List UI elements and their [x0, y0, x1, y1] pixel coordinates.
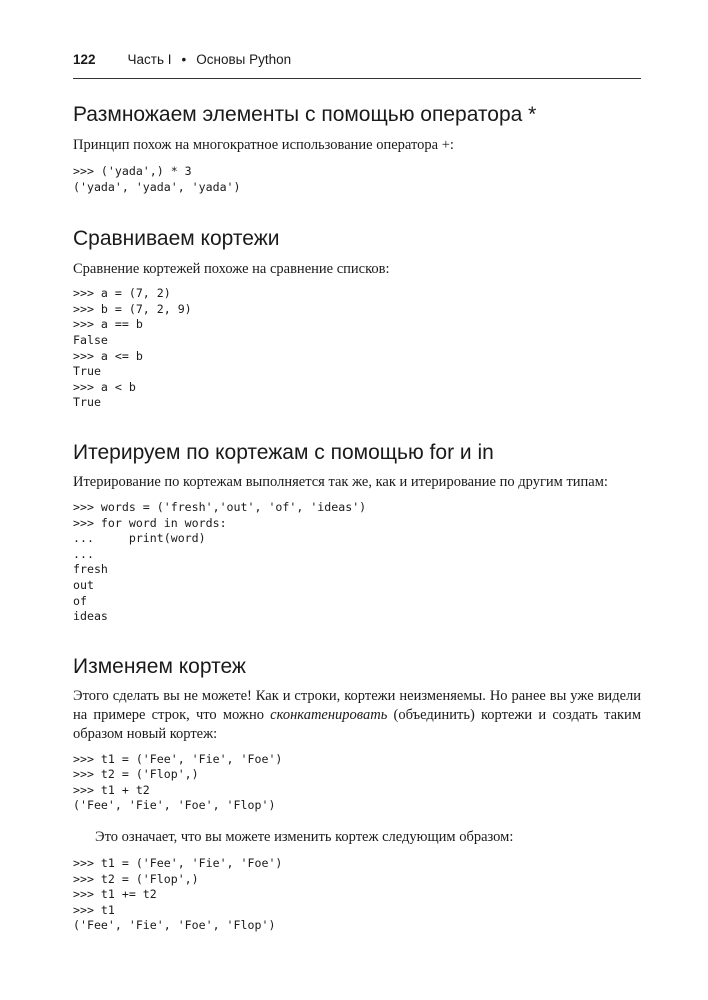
chapter-label: Основы Python — [196, 52, 292, 67]
code-block: >>> t1 = ('Fee', 'Fie', 'Foe') >>> t2 = ('Flop',) >>> t1 += t2 >>> t1 ('Fee', 'Fie', 'Foe', 'Flop') — [73, 856, 283, 933]
section-paragraph: Это означает, что вы можете изменить кортеж следующим образом: — [95, 829, 514, 846]
section-paragraph: Принцип похож на многократное использование оператора +: — [73, 137, 454, 153]
code-block: >>> t1 = ('Fee', 'Fie', 'Foe') >>> t2 = ('Flop',) >>> t1 + t2 ('Fee', 'Fie', 'Foe', 'Flop') — [73, 751, 283, 813]
code-block: >>> a = (7, 2) >>> b = (7, 2, 9) >>> a == b False >>> a <= b True >>> a < b True — [73, 286, 192, 410]
section-paragraph — [73, 687, 641, 744]
running-header — [73, 52, 641, 79]
page-number: 122 — [73, 52, 96, 67]
code-block: >>> words = ('fresh','out', 'of', 'ideas') >>> for word in words: ... print(word) ... fresh out of ideas — [73, 499, 367, 624]
header-separator: • — [181, 52, 187, 67]
part-label: Часть I — [127, 52, 172, 67]
paragraph-text: (объединить) кортежи и создать таким образом новый кортеж: — [73, 706, 641, 742]
section-paragraph: Итерирование по кортежам выполняется так же, как и итерирование по другим типам: — [73, 473, 608, 490]
code-block: >>> ('yada',) * 3 ('yada', 'yada', 'yada') — [73, 164, 241, 194]
emphasized-term: сконкатенировать — [270, 706, 388, 723]
section-paragraph: Сравнение кортежей похоже на сравнение списков: — [73, 261, 390, 278]
section-heading: Итерируем по кортежам с помощью for и in — [73, 440, 494, 464]
section-heading: Размножаем элементы с помощью оператора * — [73, 103, 537, 126]
section-heading: Сравниваем кортежи — [73, 227, 280, 251]
paragraph-text: Этого сделать вы не можете! Как и строки, кортежи неизменяемы. Но ранее вы уже видели на примере строк, что можно — [73, 687, 641, 723]
book-page — [73, 52, 641, 934]
section-heading: Изменяем кортеж — [73, 654, 246, 678]
